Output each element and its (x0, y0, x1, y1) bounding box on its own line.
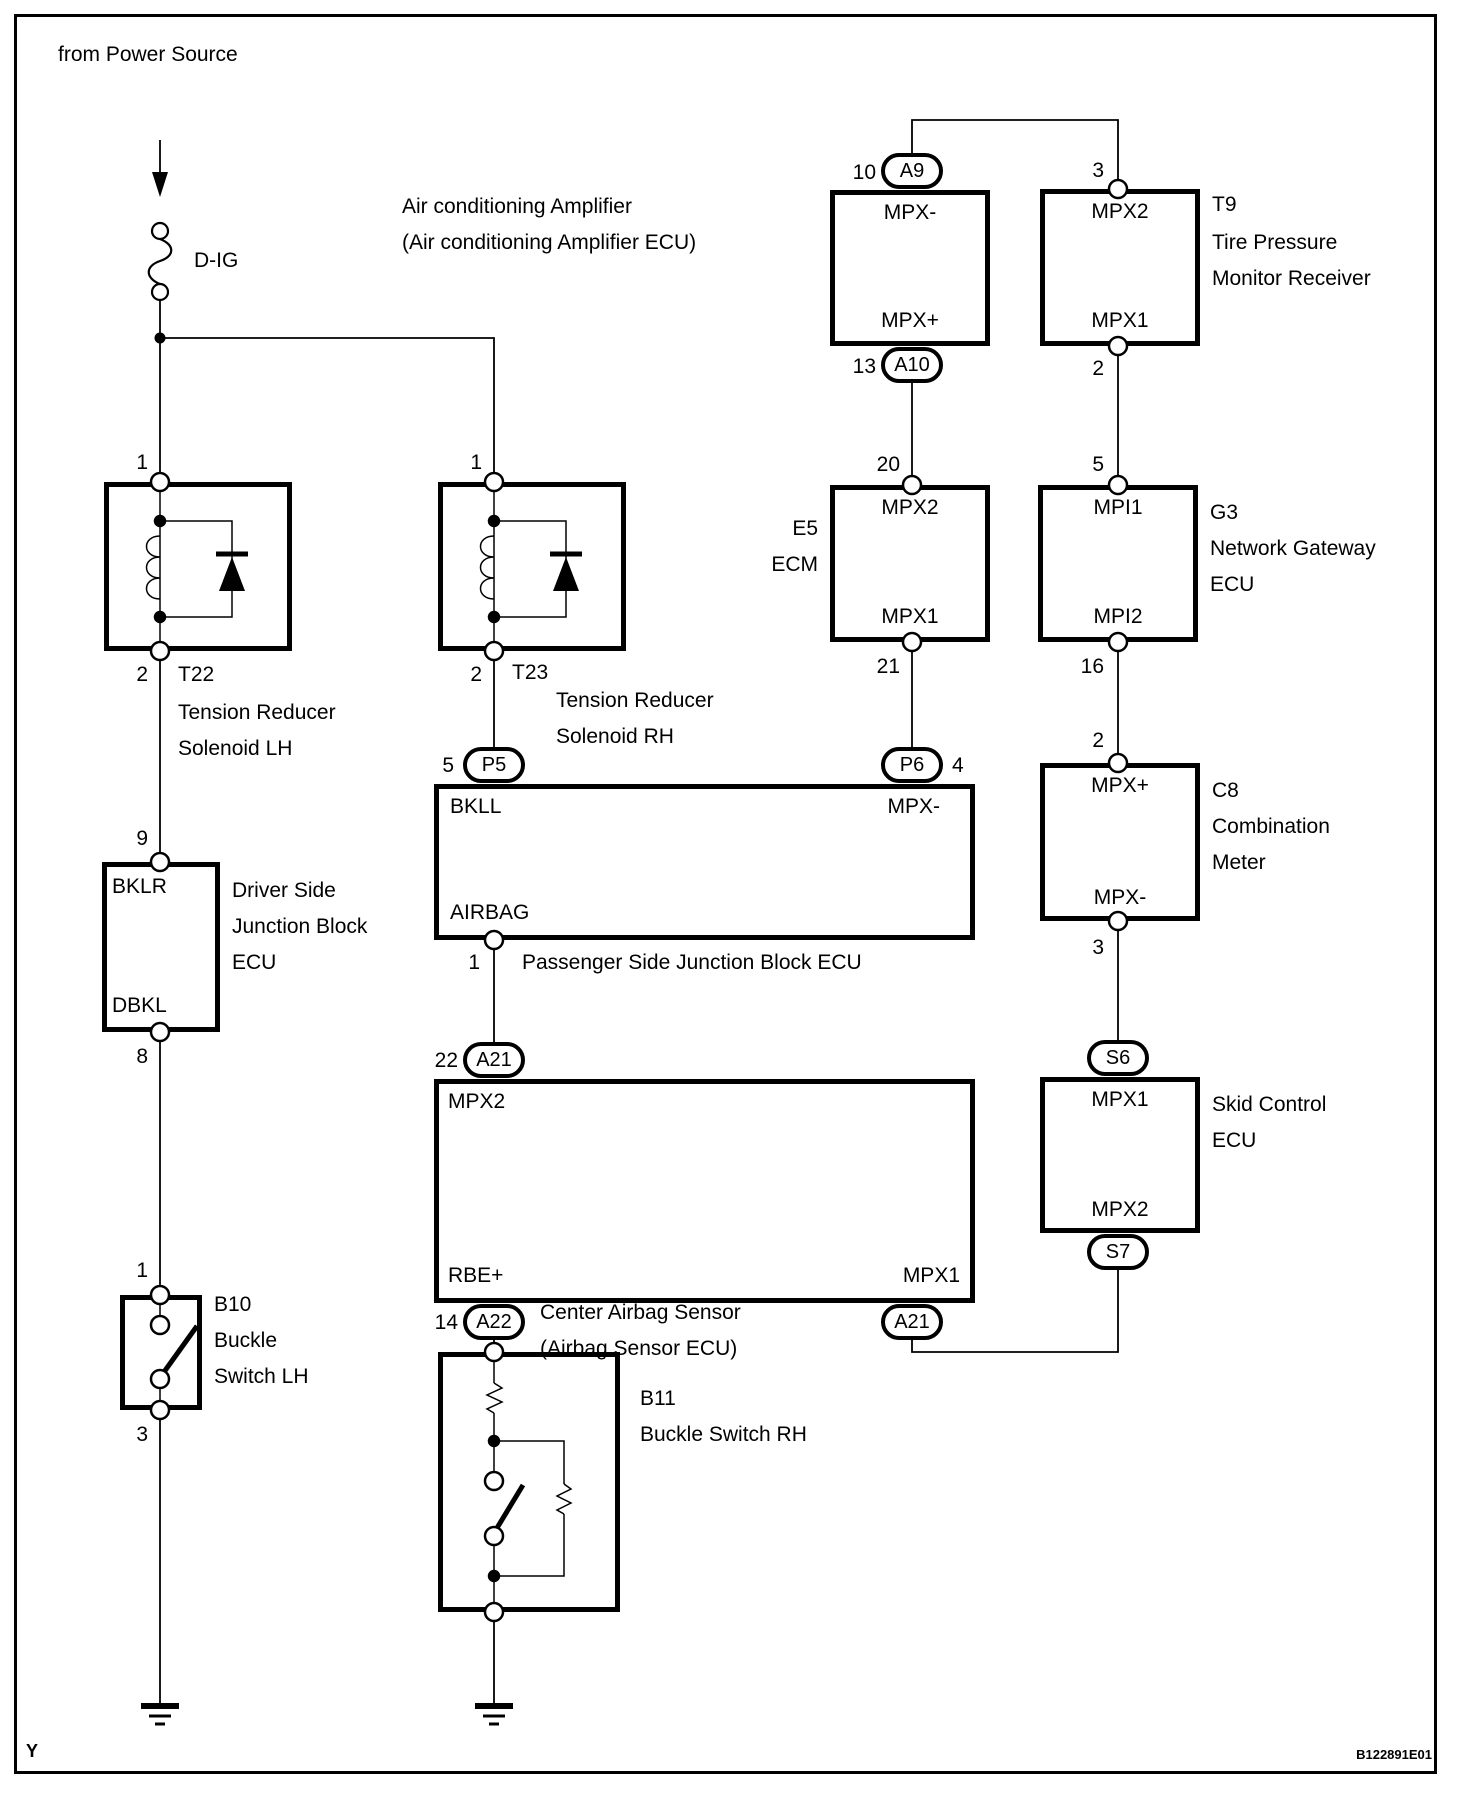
t9-term-mpx2: MPX2 (1091, 200, 1149, 223)
g3-pin-5: 5 (1092, 453, 1104, 476)
b10-code: B10 (214, 1293, 252, 1316)
g3-name2: ECU (1210, 573, 1255, 596)
t23-name1: Tension Reducer (556, 689, 714, 712)
t23-name2: Solenoid RH (556, 725, 674, 748)
ecm-pin-20: 20 (876, 453, 900, 476)
t22-pin-2: 2 (136, 663, 148, 686)
fuse-d-ig-icon (149, 223, 172, 300)
connector-a22: A22 (463, 1304, 525, 1340)
t22-solenoid-symbol (147, 491, 249, 642)
g3-term-mpi1: MPI1 (1093, 496, 1143, 519)
ac-pin-10: 10 (852, 161, 876, 184)
t23-diode-icon (553, 557, 579, 591)
airbag-pin-14: 14 (434, 1311, 458, 1334)
power-source-label: from Power Source (58, 43, 238, 66)
t23-coil-icon (481, 536, 495, 599)
driverjb-term-bklr: BKLR (112, 875, 167, 898)
t23-solenoid-symbol (481, 491, 583, 642)
ac-amplifier-title1: Air conditioning Amplifier (402, 195, 632, 218)
b11-switch-blade (497, 1485, 523, 1528)
ac-term-mpx-plus: MPX+ (881, 309, 939, 332)
t9-code: T9 (1212, 193, 1237, 216)
connector-p6: P6 (881, 747, 943, 783)
c8-term-mpx-minus: MPX- (1093, 886, 1147, 909)
t22-name1: Tension Reducer (178, 701, 336, 724)
airbag-pin-22: 22 (434, 1049, 458, 1072)
ecm-term-mpx2: MPX2 (881, 496, 939, 519)
ground-rh-icon (475, 1706, 513, 1724)
t9-name1: Tire Pressure (1212, 231, 1338, 254)
passjb-pin-4: 4 (952, 754, 964, 777)
b10-switch-symbol (151, 1304, 197, 1401)
t9-name2: Monitor Receiver (1212, 267, 1371, 290)
b10-name2: Switch LH (214, 1365, 309, 1388)
t23-pin-1: 1 (470, 451, 482, 474)
b11-name: Buckle Switch RH (640, 1423, 807, 1446)
passjb-pin-1: 1 (468, 951, 480, 974)
driverjb-name3: ECU (232, 951, 277, 974)
driverjb-name2: Junction Block (232, 915, 368, 938)
airbag-term-rbe: RBE+ (448, 1264, 504, 1287)
fuse-d-ig-label: D-IG (194, 249, 239, 272)
c8-pin-3: 3 (1092, 936, 1104, 959)
t22-diode-icon (219, 557, 245, 591)
driverjb-term-dbkl: DBKL (112, 994, 167, 1017)
b11-switch-symbol (485, 1361, 571, 1603)
c8-code: C8 (1212, 779, 1239, 802)
b10-name1: Buckle (214, 1329, 278, 1352)
junction-dot (155, 333, 166, 344)
b10-pin-3: 3 (136, 1423, 148, 1446)
ac-amplifier-title2: (Air conditioning Amplifier ECU) (402, 231, 697, 254)
g3-pin-16: 16 (1080, 655, 1104, 678)
connector-s7: S7 (1087, 1234, 1149, 1270)
footer-page-letter: Y (26, 1741, 39, 1761)
skid-term-mpx2: MPX2 (1091, 1198, 1149, 1221)
skid-name2: ECU (1212, 1129, 1257, 1152)
passjb-pin-5: 5 (442, 754, 454, 777)
b11-code: B11 (640, 1387, 676, 1410)
driverjb-pin-9: 9 (136, 827, 148, 850)
b11-resistor2-icon (557, 1484, 571, 1514)
t23-code: T23 (512, 661, 549, 684)
airbag-term-mpx1: MPX1 (902, 1264, 960, 1287)
ac-term-mpx-minus: MPX- (883, 201, 937, 224)
ecm-name: ECM (771, 553, 818, 576)
ac-pin-13: 13 (852, 355, 876, 378)
airbag-name2: (Airbag Sensor ECU) (540, 1337, 738, 1360)
t22-coil-icon (147, 536, 161, 599)
t22-name2: Solenoid LH (178, 737, 293, 760)
connector-a21-top: A21 (463, 1042, 525, 1078)
c8-name1: Combination (1212, 815, 1330, 838)
airbag-term-mpx2: MPX2 (448, 1090, 506, 1113)
g3-term-mpi2: MPI2 (1093, 605, 1143, 628)
skid-name1: Skid Control (1212, 1093, 1327, 1116)
c8-name2: Meter (1212, 851, 1266, 874)
ecm-term-mpx1: MPX1 (881, 605, 939, 628)
t22-pin-1: 1 (136, 451, 148, 474)
ground-lh-icon (141, 1706, 179, 1724)
connector-a10: A10 (881, 347, 943, 383)
airbag-name1: Center Airbag Sensor (540, 1301, 741, 1324)
power-arrow-icon (152, 172, 168, 197)
t9-term-mpx1: MPX1 (1091, 309, 1149, 332)
driverjb-name1: Driver Side (232, 879, 336, 902)
c8-term-mpx-plus: MPX+ (1091, 774, 1149, 797)
c8-pin-2: 2 (1092, 729, 1104, 752)
b10-pin-1: 1 (136, 1259, 148, 1282)
t23-pin-2: 2 (470, 663, 482, 686)
connector-a9: A9 (881, 153, 943, 189)
b10-switch-blade (164, 1326, 197, 1372)
passjb-term-bkll: BKLL (450, 795, 502, 818)
driverjb-pin-8: 8 (136, 1045, 148, 1068)
footer-doc-code: B122891E01 (1356, 1747, 1432, 1762)
t22-code: T22 (178, 663, 215, 686)
t9-pin-3: 3 (1092, 159, 1104, 182)
g3-code: G3 (1210, 501, 1239, 524)
branch-to-t23-wire (160, 338, 494, 482)
connector-s6: S6 (1087, 1040, 1149, 1076)
ecm-code: E5 (792, 517, 818, 540)
passjb-term-mpx-minus: MPX- (887, 795, 940, 818)
skid-term-mpx1: MPX1 (1091, 1088, 1149, 1111)
b11-resistor-icon (487, 1383, 502, 1413)
connector-a21-bottom: A21 (881, 1304, 943, 1340)
passjb-term-airbag: AIRBAG (450, 901, 530, 924)
t9-pin-2: 2 (1092, 357, 1104, 380)
passjb-name: Passenger Side Junction Block ECU (522, 951, 862, 974)
g3-name1: Network Gateway (1210, 537, 1376, 560)
ecm-pin-21: 21 (876, 655, 900, 678)
connector-p5: P5 (463, 747, 525, 783)
main-wires (160, 120, 1118, 1706)
